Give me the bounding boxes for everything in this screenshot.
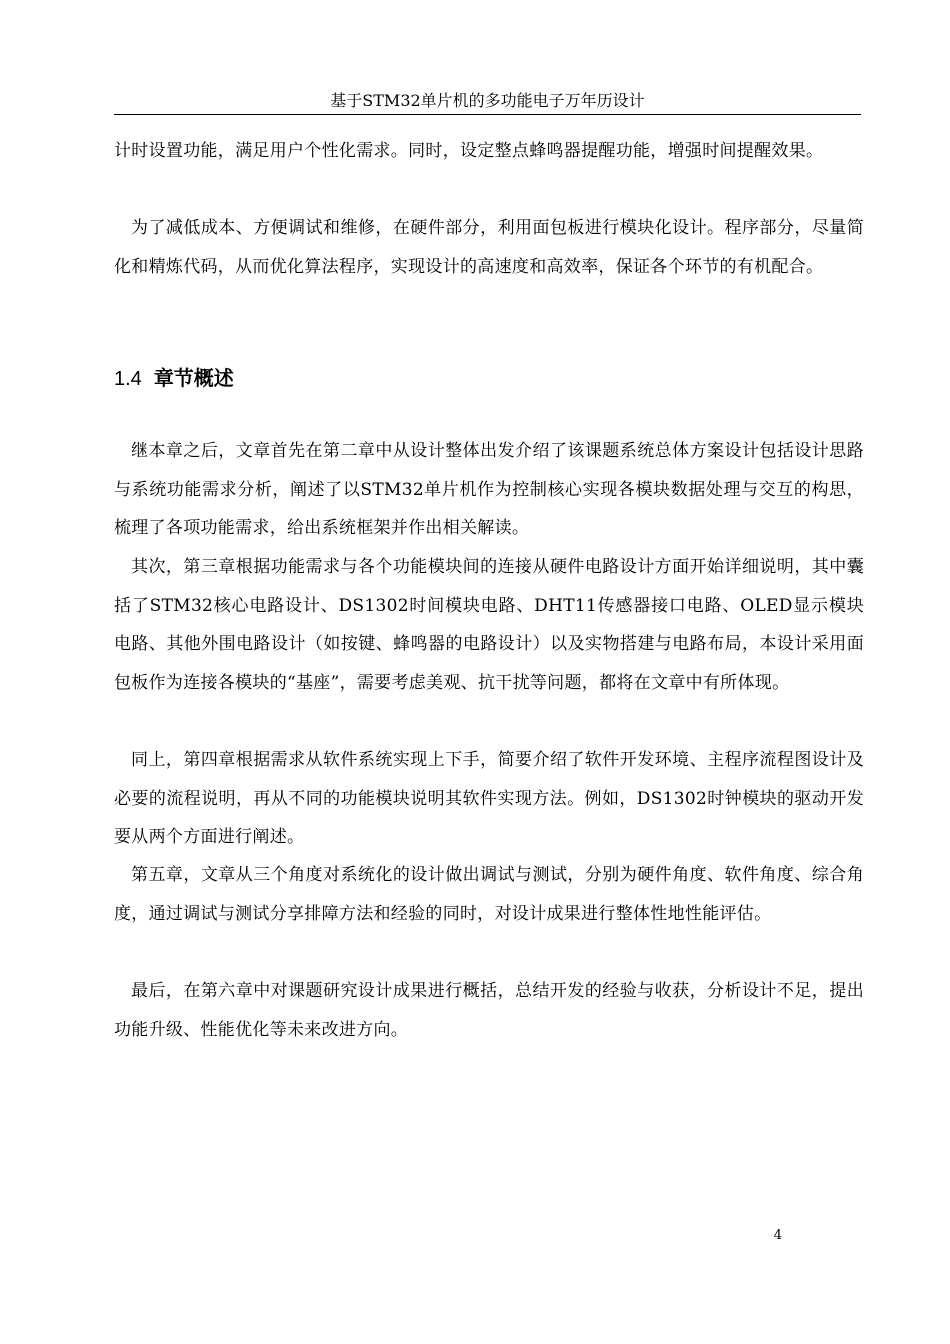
paragraph-chapter-five: 第五章，文章从三个角度对系统化的设计做出调试与测试，分别为硬件角度、软件角度、综合角度，通过调试与测试分享排障方法和经验的同时，对设计成果进行整体性地性能评估。 (114, 865, 864, 924)
page-number: 4 (773, 1228, 782, 1243)
section-heading (114, 362, 234, 395)
running-header-title: 基于STM32单片机的多功能电子万年历设计 (330, 91, 645, 110)
paragraph-chapter-four: 同上，第四章根据需求从软件系统实现上下手，简要介绍了软件开发环境、主程序流程图设计及必要的流程说明，再从不同的功能模块说明其软件实现方法。例如，DS1302时钟模块的驱动开发要从两个方面进行阐述。 (114, 750, 864, 847)
section-title: 章节概述 (153, 366, 234, 390)
paragraph-chapter-three: 其次，第三章根据功能需求与各个功能模块间的连接从硬件电路设计方面开始详细说明，其中囊括了STM32核心电路设计、DS1302时间模块电路、DHT11传感器接口电路、OLED显示模块电路、其他外围电路设计（如按键、蜂鸣器的电路设计）以及实物搭建与电路布局，本设计采用面包板作为连接各模块的“基座”，需要考虑美观、抗干扰等问题，都将在文章中有所体现。 (114, 557, 864, 693)
paragraph-design-approach: 为了减低成本、方便调试和维修，在硬件部分，利用面包板进行模块化设计。程序部分，尽量简化和精炼代码，从而优化算法程序，实现设计的高速度和高效率，保证各个环节的有机配合。 (114, 218, 864, 277)
section-number: 1.4 (114, 368, 142, 390)
paragraph-chapter-two: 继本章之后，文章首先在第二章中从设计整体出发介绍了该课题系统总体方案设计包括设计思路与系统功能需求分析，阐述了以STM32单片机作为控制核心实现各模块数据处理与交互的构思，梳理了各项功能需求，给出系统框架并作出相关解读。 (114, 441, 864, 538)
running-header (114, 90, 861, 115)
paragraph-continuation: 计时设置功能，满足用户个性化需求。同时，设定整点蜂鸣器提醒功能，增强时间提醒效果。 (114, 141, 824, 161)
paragraph-chapter-six: 最后，在第六章中对课题研究设计成果进行概括，总结开发的经验与收获，分析设计不足，提出功能升级、性能优化等未来改进方向。 (114, 981, 864, 1040)
